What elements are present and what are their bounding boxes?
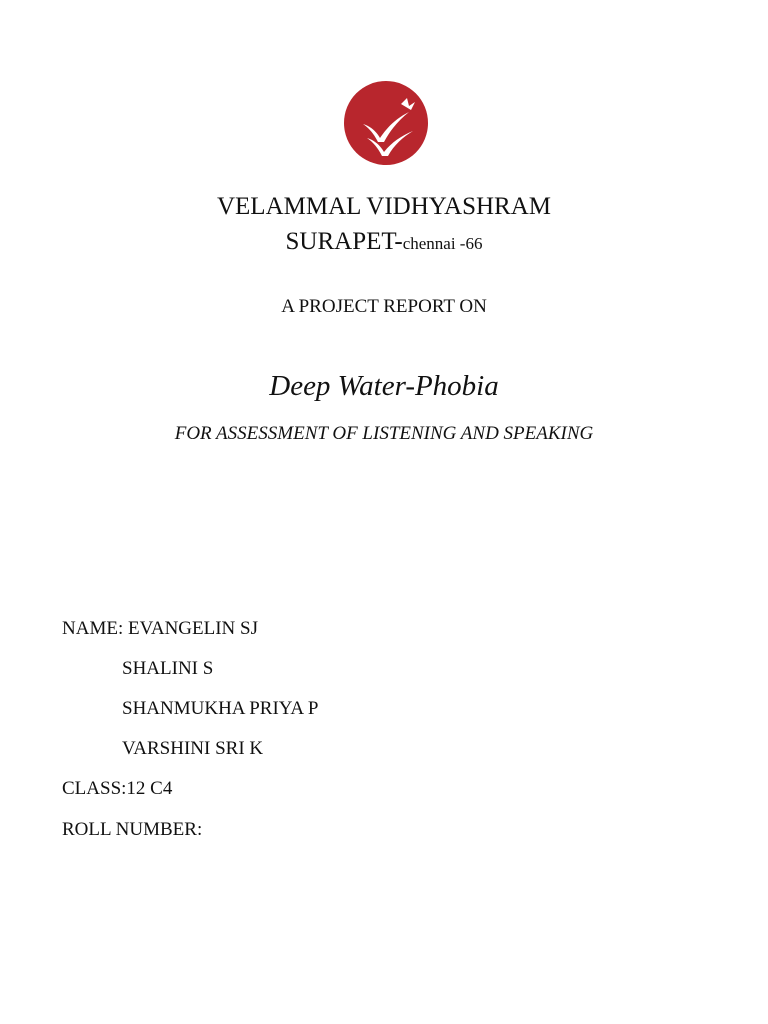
school-address-main: SURAPET-: [285, 228, 403, 255]
class-line: CLASS:12 C4: [62, 778, 173, 799]
student-member: SHALINI S: [122, 658, 214, 679]
student-name-line: NAME: EVANGELIN SJ: [62, 618, 258, 639]
report-intro: A PROJECT REPORT ON: [281, 296, 487, 317]
project-title: Deep Water-Phobia: [269, 370, 499, 402]
school-address: [0, 227, 768, 259]
roll-number-line: ROLL NUMBER:: [62, 819, 203, 840]
school-logo-icon: [343, 80, 429, 166]
school-name: VELAMMAL VIDHYASHRAM: [216, 193, 552, 220]
project-purpose: FOR ASSESSMENT OF LISTENING AND SPEAKING: [174, 423, 594, 444]
student-member: VARSHINI SRI K: [122, 738, 264, 759]
student-member: SHANMUKHA PRIYA P: [122, 698, 319, 719]
school-address-suffix: chennai -66: [402, 234, 483, 253]
